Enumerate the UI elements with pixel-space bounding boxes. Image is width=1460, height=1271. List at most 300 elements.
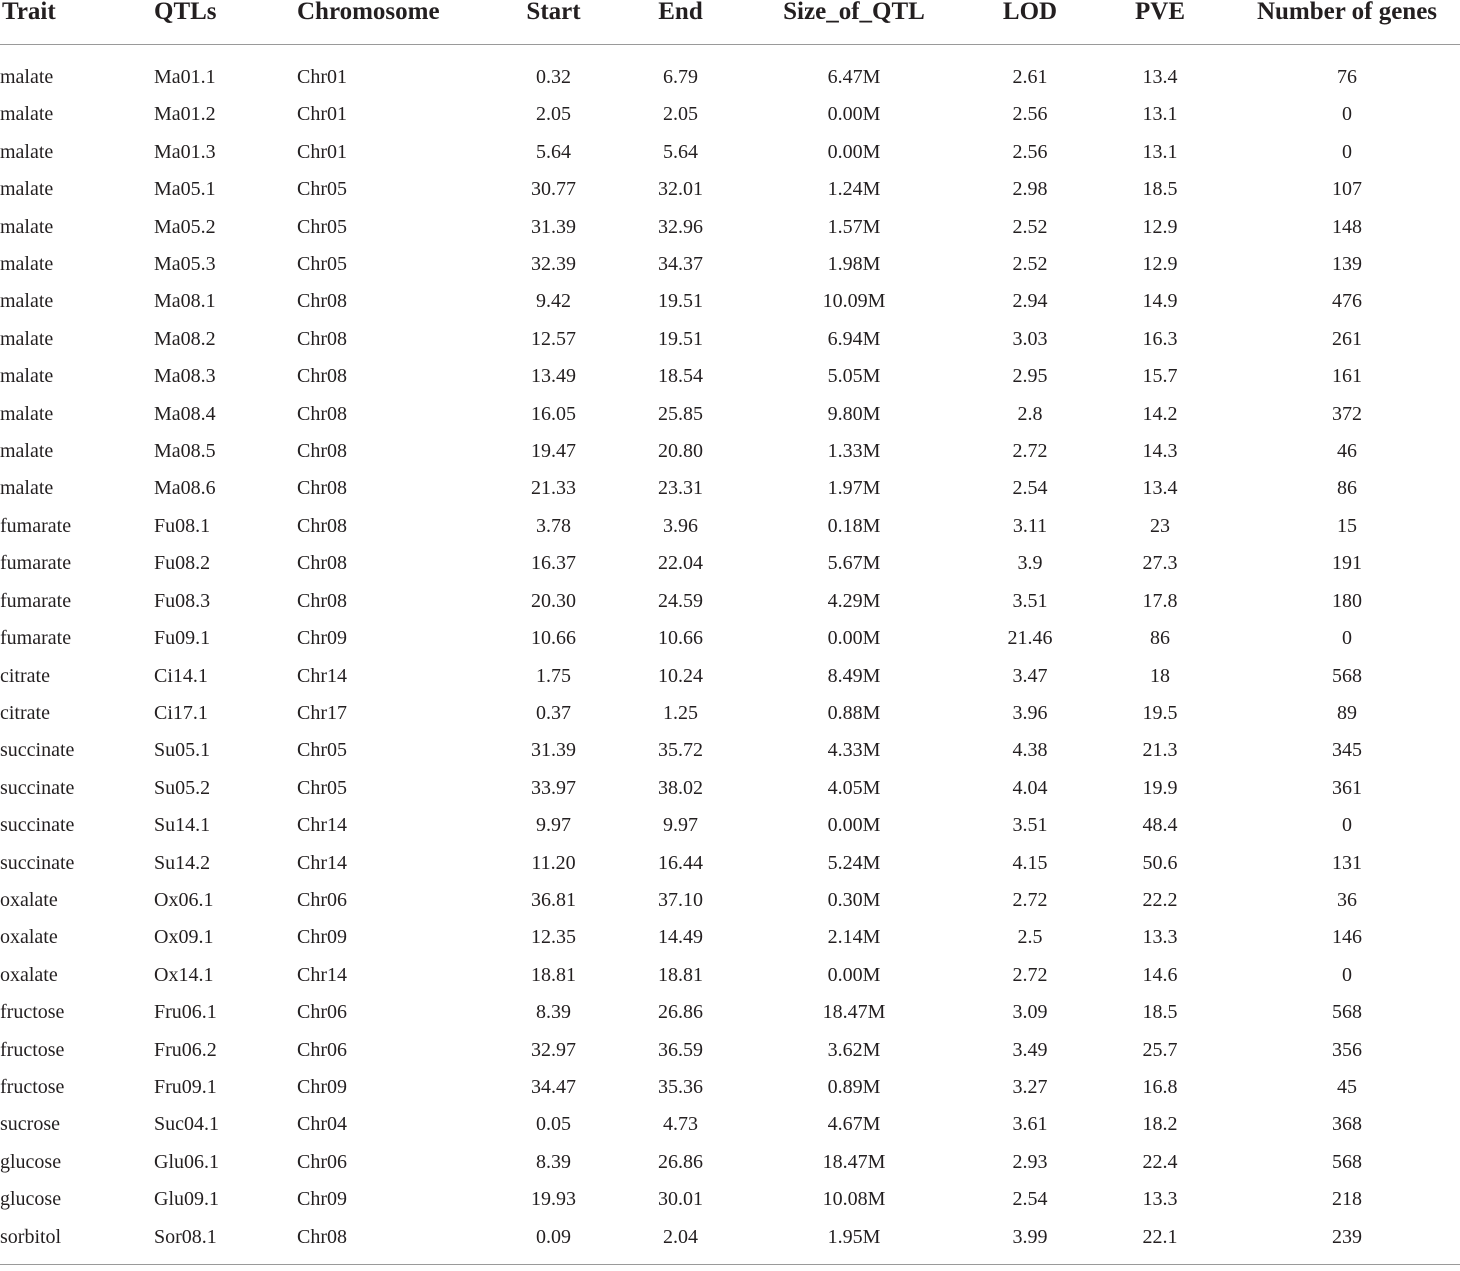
cell-end: 16.44 [658,851,703,874]
cell-chromosome: Chr14 [297,851,347,874]
table-row [0,508,1460,545]
cell-pve: 14.9 [1142,290,1178,313]
cell-size-of-qtl: 6.94M [827,327,881,350]
cell-chromosome: Chr08 [297,365,347,388]
cell-size-of-qtl: 4.05M [827,776,881,799]
cell-pve: 18.5 [1142,1001,1178,1024]
cell-qtl: Suc04.1 [154,1113,219,1136]
cell-size-of-qtl: 1.95M [734,1219,974,1265]
cell-lod: 3.99 [974,1219,1086,1265]
cell-qtl: Ma08.5 [154,440,216,463]
cell-start: 5.64 [536,140,571,163]
table-row [0,246,1460,283]
cell-size-of-qtl: 0.18M [827,514,881,537]
cell-number-of-genes: 356 [1332,1038,1362,1061]
table-row [0,770,1460,807]
cell-number-of-genes: 372 [1332,402,1362,425]
cell-number-of-genes: 345 [1332,739,1362,762]
cell-trait: citrate [0,701,50,724]
cell-size-of-qtl: 1.24M [827,178,881,201]
cell-chromosome: Chr17 [297,701,347,724]
table-row [0,583,1460,620]
table-row [0,1219,1460,1265]
cell-qtl: Ma01.1 [154,66,216,88]
cell-pve: 18.2 [1142,1113,1178,1136]
table-row [0,358,1460,395]
cell-lod: 4.38 [1012,739,1048,762]
cell-size-of-qtl: 0.88M [827,701,881,724]
cell-trait: glucose [0,1188,62,1211]
header-lod: LOD [974,0,1086,45]
cell-trait: malate [0,327,54,350]
cell-size-of-qtl: 0.00M [827,103,881,126]
cell-trait: succinate [0,851,75,874]
cell-pve: 22.1 [1086,1219,1234,1265]
cell-qtl: Ma08.6 [154,477,216,500]
cell-number-of-genes: 0 [1342,963,1352,986]
cell-chromosome: Chr08 [297,477,347,500]
cell-pve: 18 [1150,664,1170,687]
cell-end: 37.10 [658,888,703,911]
cell-start: 0.09 [480,1219,627,1265]
cell-end: 2.04 [627,1219,734,1265]
cell-qtl: Su05.2 [154,776,211,799]
cell-trait: malate [0,103,54,126]
cell-end: 18.81 [658,963,703,986]
cell-trait: succinate [0,814,75,837]
cell-qtl: Fu08.2 [154,552,211,575]
cell-trait: fumarate [0,589,72,612]
table-row [0,283,1460,320]
cell-pve: 25.7 [1142,1038,1178,1061]
cell-lod: 2.52 [1012,215,1048,238]
cell-end: 14.49 [658,926,703,949]
cell-lod: 2.72 [1012,440,1048,463]
cell-chromosome: Chr06 [297,888,347,911]
cell-lod: 3.47 [1012,664,1048,687]
cell-pve: 23 [1150,514,1170,537]
cell-chromosome: Chr06 [297,1001,347,1024]
cell-trait: fructose [0,1001,65,1024]
cell-end: 38.02 [658,776,703,799]
cell-qtl: Su05.1 [154,739,211,762]
cell-start: 1.75 [536,664,571,687]
cell-size-of-qtl: 1.57M [827,215,881,238]
cell-lod: 2.54 [1012,1188,1048,1211]
cell-number-of-genes: 568 [1332,664,1362,687]
cell-qtl: Ma08.4 [154,402,216,425]
cell-trait: sucrose [0,1113,60,1136]
cell-end: 24.59 [658,589,703,612]
cell-start: 18.81 [531,963,576,986]
cell-trait: malate [0,477,54,500]
cell-pve: 18.5 [1142,178,1178,201]
cell-lod: 2.72 [1012,963,1048,986]
cell-pve: 50.6 [1142,851,1178,874]
cell-pve: 14.2 [1142,402,1178,425]
cell-number-of-genes: 46 [1337,440,1357,463]
cell-start: 12.35 [531,926,576,949]
cell-start: 30.77 [531,178,576,201]
cell-lod: 2.61 [1012,66,1048,88]
cell-number-of-genes: 86 [1337,477,1357,500]
cell-qtl: Su14.2 [154,851,211,874]
cell-chromosome: Chr08 [297,440,347,463]
cell-start: 20.30 [531,589,576,612]
cell-chromosome: Chr08 [297,514,347,537]
cell-pve: 14.3 [1142,440,1178,463]
cell-trait: citrate [0,664,50,687]
table-row [0,620,1460,657]
cell-trait: malate [0,215,54,238]
cell-start: 12.57 [531,327,576,350]
table-row [0,919,1460,956]
cell-number-of-genes: 239 [1234,1219,1460,1265]
cell-qtl: Fru06.1 [154,1001,217,1024]
cell-end: 20.80 [658,440,703,463]
cell-number-of-genes: 361 [1332,776,1362,799]
cell-pve: 22.2 [1142,888,1178,911]
cell-pve: 13.3 [1142,926,1178,949]
cell-number-of-genes: 568 [1332,1001,1362,1024]
table-row [0,658,1460,695]
cell-qtl: Ci14.1 [154,664,208,687]
cell-number-of-genes: 161 [1332,365,1362,388]
cell-size-of-qtl: 3.62M [827,1038,881,1061]
cell-size-of-qtl: 0.00M [827,627,881,650]
cell-lod: 2.5 [1017,926,1043,949]
cell-start: 33.97 [531,776,576,799]
table-row [0,732,1460,769]
cell-end: 10.24 [658,664,703,687]
table-row [0,1144,1460,1181]
cell-number-of-genes: 89 [1337,701,1357,724]
cell-number-of-genes: 45 [1337,1075,1357,1098]
cell-number-of-genes: 146 [1332,926,1362,949]
cell-size-of-qtl: 4.33M [827,739,881,762]
cell-pve: 48.4 [1142,814,1178,837]
cell-qtl: Ma08.1 [154,290,216,313]
cell-size-of-qtl: 0.89M [827,1075,881,1098]
header-qtls: QTLs [154,0,297,45]
cell-start: 21.33 [531,477,576,500]
cell-number-of-genes: 36 [1337,888,1357,911]
cell-qtl: Fru09.1 [154,1075,217,1098]
cell-lod: 2.54 [1012,477,1048,500]
cell-size-of-qtl: 4.67M [827,1113,881,1136]
cell-start: 16.05 [531,402,576,425]
cell-start: 31.39 [531,215,576,238]
cell-lod: 3.51 [1012,589,1048,612]
cell-end: 32.96 [658,215,703,238]
cell-end: 19.51 [658,290,703,313]
table-row [0,321,1460,358]
cell-size-of-qtl: 0.00M [827,140,881,163]
table-row [0,807,1460,844]
cell-trait: malate [0,140,54,163]
cell-lod: 2.94 [1012,290,1048,313]
cell-pve: 14.6 [1142,963,1178,986]
header-size-of-qtl: Size_of_QTL [734,0,974,45]
cell-size-of-qtl: 10.09M [822,290,886,313]
table-row [0,957,1460,994]
header-number-of-genes: Number of genes [1234,0,1460,45]
cell-chromosome: Chr05 [297,739,347,762]
cell-qtl: Fu09.1 [154,627,211,650]
table-row [0,1032,1460,1069]
cell-start: 0.32 [536,66,571,88]
cell-number-of-genes: 15 [1337,514,1357,537]
cell-qtl: Ox09.1 [154,926,214,949]
cell-number-of-genes: 0 [1342,814,1352,837]
cell-chromosome: Chr08 [297,1219,480,1265]
cell-chromosome: Chr08 [297,552,347,575]
cell-chromosome: Chr14 [297,963,347,986]
cell-end: 10.66 [658,627,703,650]
cell-chromosome: Chr08 [297,290,347,313]
cell-end: 34.37 [658,253,703,276]
cell-lod: 3.51 [1012,814,1048,837]
cell-chromosome: Chr08 [297,327,347,350]
table-row [0,209,1460,246]
cell-number-of-genes: 131 [1332,851,1362,874]
cell-size-of-qtl: 18.47M [822,1001,886,1024]
cell-lod: 2.72 [1012,888,1048,911]
cell-pve: 19.9 [1142,776,1178,799]
cell-qtl: Sor08.1 [154,1219,297,1265]
cell-size-of-qtl: 4.29M [827,589,881,612]
cell-trait: fumarate [0,627,72,650]
cell-start: 9.42 [536,290,571,313]
cell-trait: fumarate [0,514,72,537]
cell-start: 0.05 [536,1113,571,1136]
table-row [0,1181,1460,1218]
cell-start: 32.39 [531,253,576,276]
table-row [0,845,1460,882]
cell-trait: malate [0,253,54,276]
cell-trait: malate [0,178,54,201]
cell-size-of-qtl: 9.80M [827,402,881,425]
cell-trait: malate [0,402,54,425]
cell-end: 25.85 [658,402,703,425]
cell-pve: 17.8 [1142,589,1178,612]
cell-chromosome: Chr01 [297,140,347,163]
cell-lod: 2.93 [1012,1150,1048,1173]
cell-start: 32.97 [531,1038,576,1061]
cell-number-of-genes: 0 [1342,103,1352,126]
cell-end: 5.64 [663,140,698,163]
cell-lod: 3.61 [1012,1113,1048,1136]
cell-start: 9.97 [536,814,571,837]
table-row [0,1069,1460,1106]
cell-chromosome: Chr01 [297,66,347,88]
cell-pve: 22.4 [1142,1150,1178,1173]
cell-qtl: Ox14.1 [154,963,214,986]
cell-chromosome: Chr08 [297,402,347,425]
table-header [0,0,1460,45]
cell-start: 36.81 [531,888,576,911]
cell-pve: 13.4 [1142,477,1178,500]
cell-qtl: Ma08.2 [154,327,216,350]
cell-number-of-genes: 148 [1332,215,1362,238]
table-row [0,695,1460,732]
table-row [0,45,1460,97]
cell-qtl: Fru06.2 [154,1038,217,1061]
header-row [0,0,1460,45]
cell-chromosome: Chr06 [297,1150,347,1173]
cell-start: 11.20 [531,851,576,874]
cell-chromosome: Chr09 [297,627,347,650]
cell-number-of-genes: 0 [1342,627,1352,650]
header-trait: Trait [0,0,154,45]
cell-lod: 3.9 [1017,552,1043,575]
cell-end: 9.97 [663,814,698,837]
cell-chromosome: Chr05 [297,178,347,201]
cell-start: 2.05 [536,103,571,126]
table-row [0,96,1460,133]
cell-end: 36.59 [658,1038,703,1061]
cell-lod: 3.03 [1012,327,1048,350]
cell-number-of-genes: 0 [1342,140,1352,163]
cell-lod: 3.49 [1012,1038,1048,1061]
cell-trait: sorbitol [0,1219,154,1265]
cell-size-of-qtl: 5.67M [827,552,881,575]
table-row [0,470,1460,507]
cell-qtl: Glu09.1 [154,1188,219,1211]
cell-end: 1.25 [663,701,698,724]
cell-trait: malate [0,365,54,388]
cell-qtl: Su14.1 [154,814,211,837]
cell-pve: 21.3 [1142,739,1178,762]
cell-lod: 2.95 [1012,365,1048,388]
cell-chromosome: Chr05 [297,776,347,799]
cell-start: 19.47 [531,440,576,463]
cell-lod: 21.46 [1007,627,1053,650]
cell-pve: 13.4 [1142,66,1178,88]
cell-qtl: Ma05.3 [154,253,216,276]
table-row [0,882,1460,919]
cell-qtl: Ma08.3 [154,365,216,388]
cell-end: 26.86 [658,1150,703,1173]
table-row [0,545,1460,582]
table-body [0,45,1460,1265]
cell-qtl: Ma01.2 [154,103,216,126]
cell-chromosome: Chr05 [297,215,347,238]
cell-qtl: Ox06.1 [154,888,214,911]
cell-start: 3.78 [536,514,571,537]
cell-size-of-qtl: 0.30M [827,888,881,911]
cell-trait: glucose [0,1150,62,1173]
cell-end: 18.54 [658,365,703,388]
cell-trait: oxalate [0,888,58,911]
header-end: End [627,0,734,45]
cell-qtl: Ma01.3 [154,140,216,163]
cell-lod: 3.09 [1012,1001,1048,1024]
cell-qtl: Ci17.1 [154,701,208,724]
cell-size-of-qtl: 1.97M [827,477,881,500]
header-chromosome: Chromosome [297,0,480,45]
header-pve: PVE [1086,0,1234,45]
cell-lod: 2.56 [1012,103,1048,126]
cell-size-of-qtl: 8.49M [827,664,881,687]
cell-number-of-genes: 180 [1332,589,1362,612]
cell-end: 32.01 [658,178,703,201]
cell-start: 8.39 [536,1001,571,1024]
table-row [0,396,1460,433]
cell-size-of-qtl: 2.14M [827,926,881,949]
cell-pve: 86 [1150,627,1170,650]
cell-pve: 13.1 [1142,140,1178,163]
cell-size-of-qtl: 6.47M [827,66,881,88]
cell-pve: 12.9 [1142,215,1178,238]
cell-start: 8.39 [536,1150,571,1173]
cell-number-of-genes: 476 [1332,290,1362,313]
cell-size-of-qtl: 5.24M [827,851,881,874]
cell-end: 2.05 [663,103,698,126]
cell-qtl: Ma05.1 [154,178,216,201]
cell-start: 0.37 [536,701,571,724]
cell-trait: malate [0,440,54,463]
cell-size-of-qtl: 5.05M [827,365,881,388]
cell-trait: oxalate [0,963,58,986]
cell-start: 10.66 [531,627,576,650]
cell-size-of-qtl: 1.33M [827,440,881,463]
cell-qtl: Fu08.1 [154,514,211,537]
cell-qtl: Fu08.3 [154,589,211,612]
cell-start: 13.49 [531,365,576,388]
cell-trait: oxalate [0,926,58,949]
table-row [0,994,1460,1031]
cell-lod: 3.96 [1012,701,1048,724]
cell-end: 3.96 [663,514,698,537]
cell-number-of-genes: 568 [1332,1150,1362,1173]
cell-end: 26.86 [658,1001,703,1024]
table-row [0,1106,1460,1143]
cell-number-of-genes: 368 [1332,1113,1362,1136]
cell-lod: 4.04 [1012,776,1048,799]
cell-trait: malate [0,290,54,313]
cell-number-of-genes: 76 [1337,66,1357,88]
cell-start: 34.47 [531,1075,576,1098]
cell-lod: 3.27 [1012,1075,1048,1098]
cell-number-of-genes: 107 [1332,178,1362,201]
table-row [0,433,1460,470]
cell-lod: 2.8 [1017,402,1043,425]
cell-pve: 12.9 [1142,253,1178,276]
cell-lod: 2.98 [1012,178,1048,201]
cell-pve: 16.3 [1142,327,1178,350]
cell-pve: 16.8 [1142,1075,1178,1098]
cell-lod: 2.52 [1012,253,1048,276]
header-start: Start [480,0,627,45]
cell-end: 30.01 [658,1188,703,1211]
table-row [0,134,1460,171]
cell-trait: succinate [0,776,75,799]
cell-pve: 27.3 [1142,552,1178,575]
cell-number-of-genes: 139 [1332,253,1362,276]
cell-end: 4.73 [663,1113,698,1136]
cell-trait: fumarate [0,552,72,575]
cell-end: 19.51 [658,327,703,350]
cell-chromosome: Chr09 [297,1188,347,1211]
cell-trait: fructose [0,1075,65,1098]
cell-size-of-qtl: 0.00M [827,814,881,837]
cell-pve: 19.5 [1142,701,1178,724]
cell-end: 23.31 [658,477,703,500]
cell-chromosome: Chr09 [297,1075,347,1098]
cell-lod: 2.56 [1012,140,1048,163]
cell-size-of-qtl: 1.98M [827,253,881,276]
